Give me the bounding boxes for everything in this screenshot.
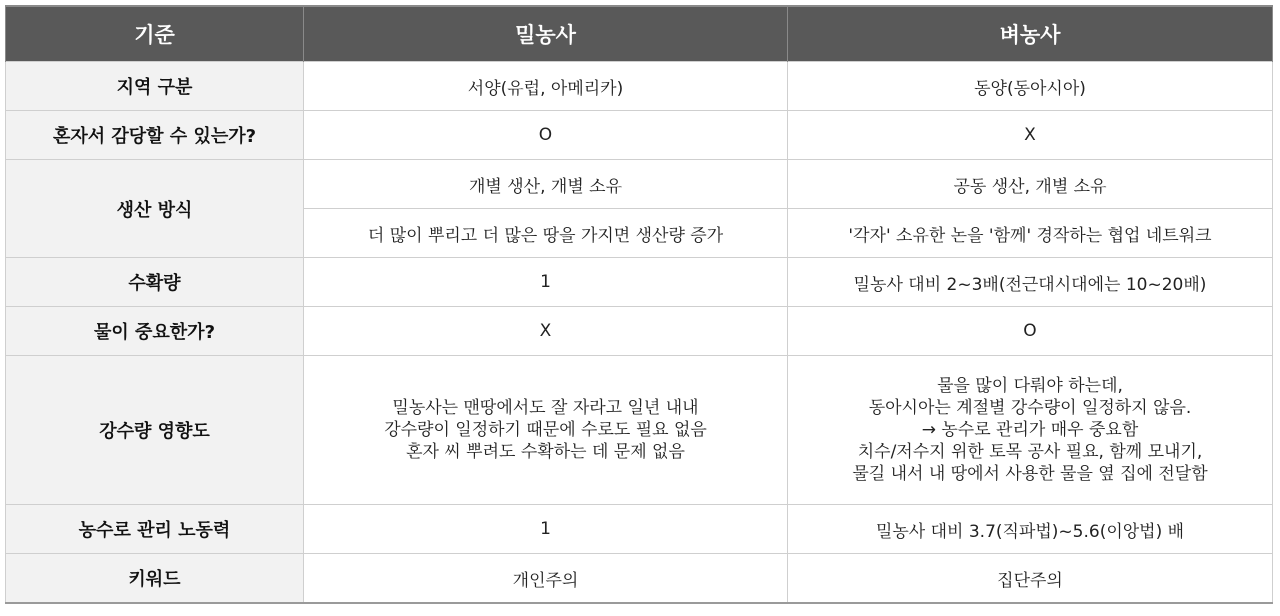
row-rainfall bbox=[6, 356, 1273, 505]
row-label: 수확량 bbox=[6, 258, 304, 307]
cell-rice: 집단주의 bbox=[788, 554, 1273, 604]
row-alone bbox=[6, 111, 1273, 160]
text-line: 치수/저수지 위한 토목 공사 필요, 함께 모내기, bbox=[857, 442, 1203, 462]
row-label: 물이 중요한가? bbox=[6, 307, 304, 356]
cell-rice bbox=[788, 356, 1273, 505]
cell-wheat: 1 bbox=[304, 258, 788, 307]
text-line: 동아시아는 계절별 강수량이 일정하지 않음. bbox=[868, 398, 1192, 418]
row-keyword bbox=[6, 554, 1273, 604]
comparison-table-container bbox=[5, 5, 1272, 604]
cell-rice: 밀농사 대비 2~3배(전근대시대에는 10~20배) bbox=[788, 258, 1273, 307]
cell-rice: X bbox=[788, 111, 1273, 160]
row-region bbox=[6, 62, 1273, 111]
row-label: 강수량 영향도 bbox=[6, 356, 304, 505]
row-label: 농수로 관리 노동력 bbox=[6, 505, 304, 554]
cell-wheat: 서양(유럽, 아메리카) bbox=[304, 62, 788, 111]
text-line: 밀농사는 맨땅에서도 잘 자라고 일년 내내 bbox=[392, 398, 699, 418]
header-row bbox=[6, 6, 1273, 62]
cell-rice: 공동 생산, 개별 소유 bbox=[788, 160, 1273, 209]
row-labor bbox=[6, 505, 1273, 554]
row-yield bbox=[6, 258, 1273, 307]
cell-rice: '각자' 소유한 논을 '함께' 경작하는 협업 네트워크 bbox=[788, 209, 1273, 258]
cell-wheat: X bbox=[304, 307, 788, 356]
cell-rice: 동양(동아시아) bbox=[788, 62, 1273, 111]
row-water bbox=[6, 307, 1273, 356]
text-line: 물을 많이 다뤄야 하는데, bbox=[937, 376, 1123, 396]
row-production-a bbox=[6, 160, 1273, 209]
text-line: 강수량이 일정하기 때문에 수로도 필요 없음 bbox=[384, 420, 707, 440]
header-wheat: 밀농사 bbox=[304, 6, 788, 62]
cell-wheat bbox=[304, 356, 788, 505]
row-label: 키워드 bbox=[6, 554, 304, 604]
text-line: 물길 내서 내 땅에서 사용한 물을 옆 집에 전달함 bbox=[852, 464, 1208, 484]
cell-rice: O bbox=[788, 307, 1273, 356]
text-line: 혼자 씨 뿌려도 수확하는 데 문제 없음 bbox=[406, 442, 685, 462]
comparison-table bbox=[5, 5, 1273, 604]
cell-wheat: 1 bbox=[304, 505, 788, 554]
row-label: 혼자서 감당할 수 있는가? bbox=[6, 111, 304, 160]
cell-wheat: O bbox=[304, 111, 788, 160]
header-rice: 벼농사 bbox=[788, 6, 1273, 62]
cell-rice: 밀농사 대비 3.7(직파법)~5.6(이앙법) 배 bbox=[788, 505, 1273, 554]
header-criterion: 기준 bbox=[6, 6, 304, 62]
cell-wheat: 더 많이 뿌리고 더 많은 땅을 가지면 생산량 증가 bbox=[304, 209, 788, 258]
row-label: 생산 방식 bbox=[6, 160, 304, 258]
row-label: 지역 구분 bbox=[6, 62, 304, 111]
cell-wheat: 개별 생산, 개별 소유 bbox=[304, 160, 788, 209]
cell-wheat: 개인주의 bbox=[304, 554, 788, 604]
text-line: → 농수로 관리가 매우 중요함 bbox=[921, 420, 1139, 440]
